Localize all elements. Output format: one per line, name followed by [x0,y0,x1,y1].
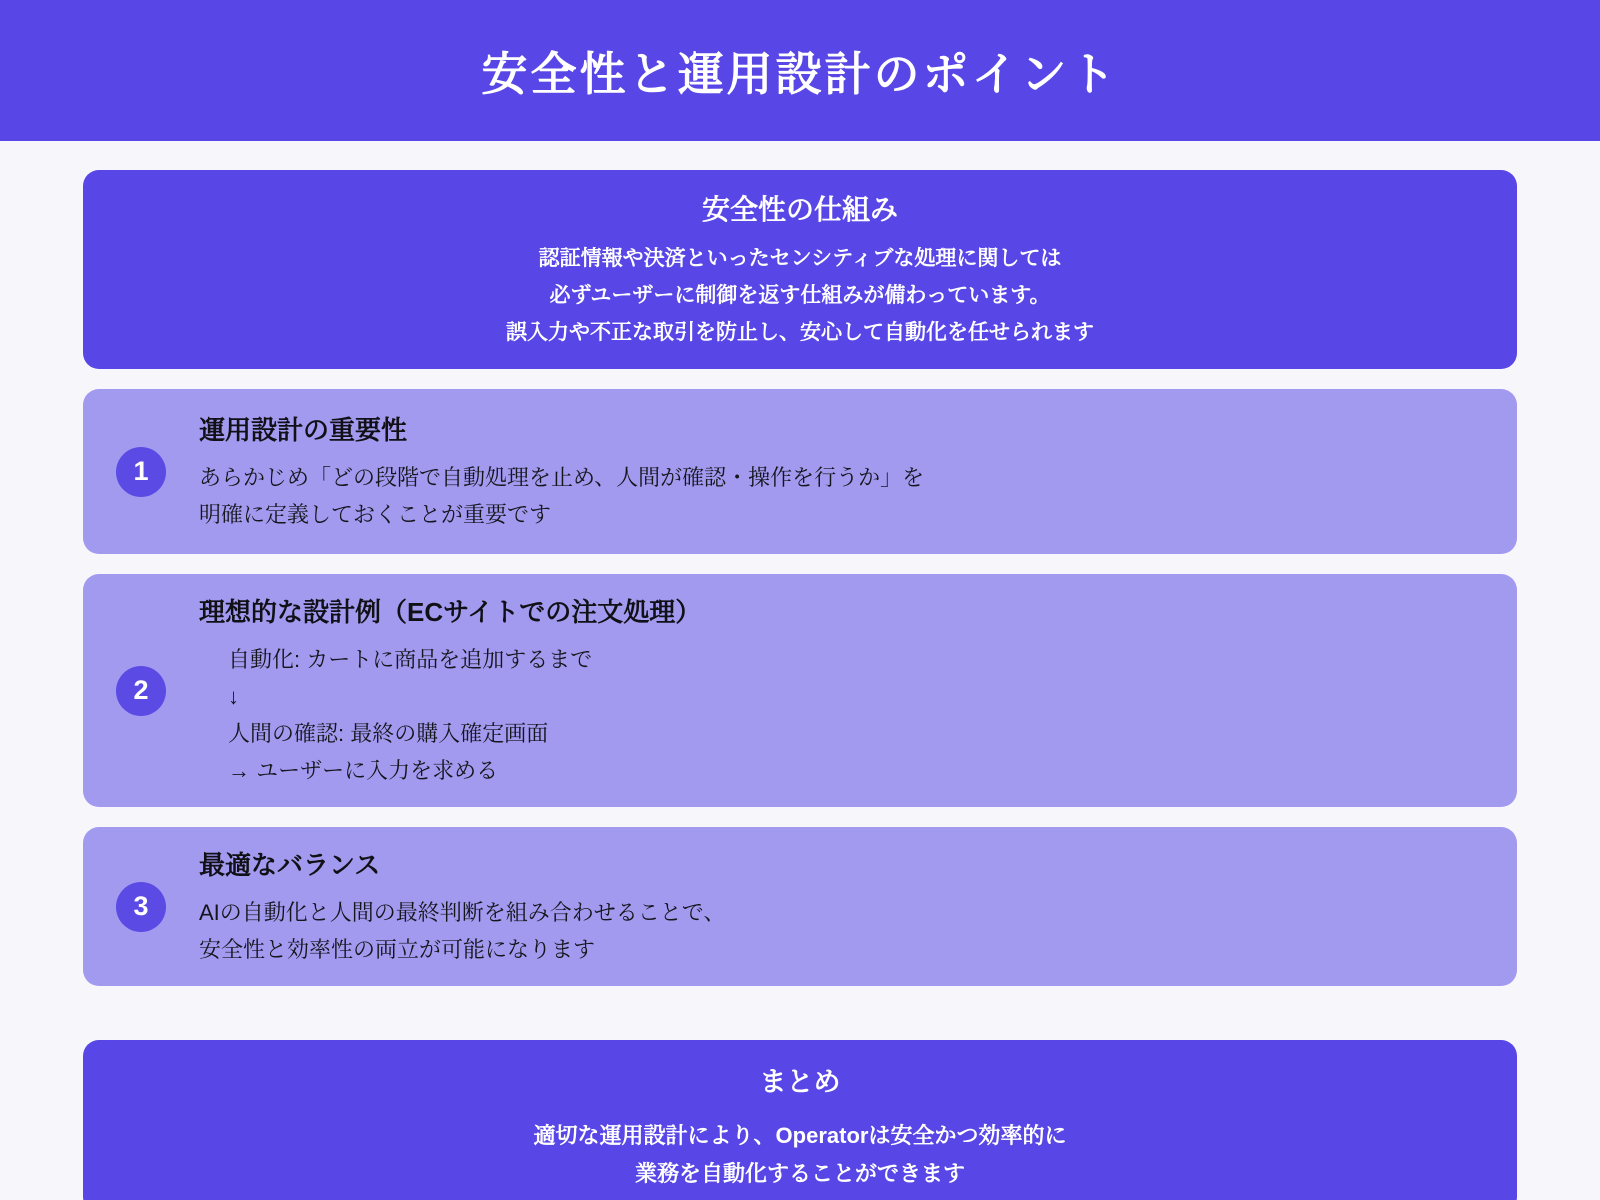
page-title: 安全性と運用設計のポイント [481,47,1119,100]
point-1-number-badge [116,447,166,497]
point-2-title: 理想的な設計例（ECサイトでの注文処理） [199,597,702,627]
point-3-number-badge [116,882,166,932]
point-3-body [199,845,1457,968]
page-header [0,0,1600,141]
point-2-steps [199,641,1457,789]
down-arrow-icon: ↓ [228,684,239,709]
summary-card [83,1040,1517,1200]
point-2-number: 2 [133,675,149,705]
point-2-body [199,592,1457,789]
content [0,141,1600,1200]
point-1-line: あらかじめ「どの段階で自動処理を止め、人間が確認・操作を行うか」を [199,465,925,490]
safety-card-line: 認証情報や決済といったセンシティブな処理に関しては [538,247,1062,270]
summary-line: 適切な運用設計により、Operatorは安全かつ効率的に [533,1123,1067,1148]
point-card-design-example [83,574,1517,807]
safety-card-title: 安全性の仕組み [701,194,898,225]
point-3-line: 安全性と効率性の両立が可能になります [199,937,596,962]
summary-title: まとめ [759,1067,841,1097]
point-1-body [199,410,1457,533]
point-1-title: 運用設計の重要性 [199,415,408,445]
summary-line: 業務を自動化することができます [634,1161,965,1186]
point-3-line: AIの自動化と人間の最終判断を組み合わせることで、 [199,900,726,925]
point-card-operational-design [83,389,1517,554]
point-1-line: 明確に定義しておくことが重要です [199,502,552,527]
point-3-number: 3 [133,891,149,921]
safety-card [83,170,1517,369]
step-automation: 自動化: カートに商品を追加するまで [228,647,593,672]
point-2-number-badge [116,666,166,716]
safety-card-line: 必ずユーザーに制御を返す仕組みが備わっています。 [549,284,1051,307]
safety-card-line: 誤入力や不正な取引を防止し、安心して自動化を任せられます [506,321,1094,344]
step-human-check: 人間の確認: 最終の購入確定画面 [228,721,549,746]
step-user-input: → ユーザーに入力を求める [228,758,499,783]
point-card-optimal-balance [83,827,1517,986]
point-1-number: 1 [133,456,149,486]
point-3-title: 最適なバランス [199,850,381,880]
